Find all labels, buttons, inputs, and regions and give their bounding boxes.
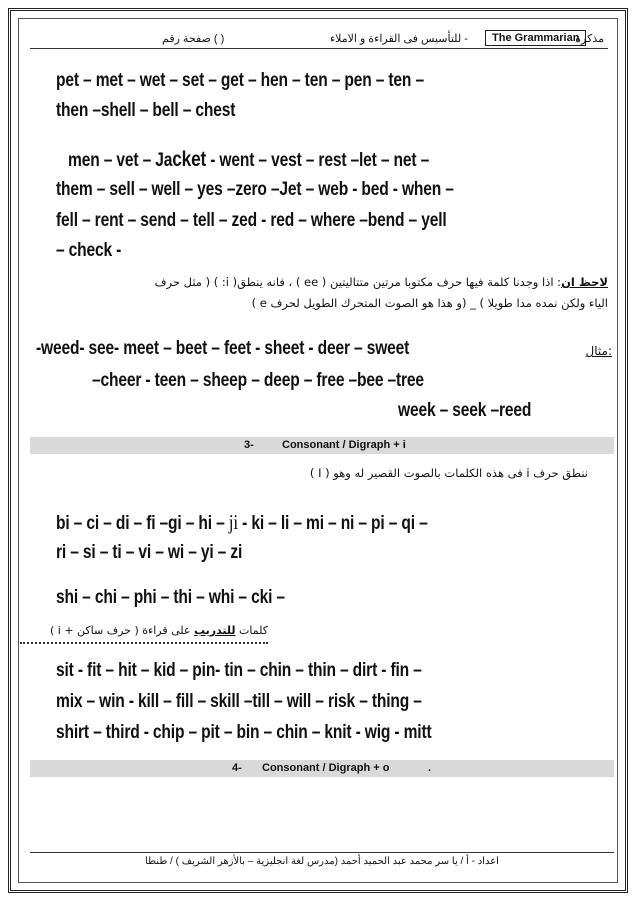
word-line: week – seek –reed xyxy=(398,400,532,421)
section-heading: 3- Consonant / Digraph + i xyxy=(30,437,614,454)
word-line: mix – win - kill – fill – skill –till – will – risk – thing – xyxy=(56,691,422,712)
brand-box: The Grammarian xyxy=(485,30,586,46)
word-line: shirt – third - chip – pit – bin – chin – knit - wig - mitt xyxy=(56,722,432,743)
section-heading: 4- Consonant / Digraph + o . xyxy=(30,760,614,777)
example-label: :مثال xyxy=(585,344,612,358)
practice-underline xyxy=(20,642,268,644)
word-line: – check - xyxy=(56,240,122,261)
practice-label: كلمات للتدريب على قراءة ( حرف ساكن + i ) xyxy=(49,624,268,637)
word-line: them – sell – well – yes –zero –Jet – web - bed - when – xyxy=(56,179,454,200)
page-footer: اعداد - أ / يا سر محمد عبد الحميد أحمد (مدرس لغة انجليزية – بالأزهر الشريف ) / طنطا xyxy=(30,852,614,872)
note-label: لاحظ ان xyxy=(561,275,608,289)
word-line: fell – rent – send – tell – zed - red – where –bend – yell xyxy=(56,210,447,231)
word-line: ri – si – ti – vi – wi – yi – zi xyxy=(56,542,243,563)
word-line: pet – met – wet – set – get – hen – ten – pen – ten – xyxy=(56,70,424,91)
word-line: –cheer - teen – sheep – deep – free –bee –tree xyxy=(92,370,424,391)
word-line: -weed- see- meet – beet – feet - sheet - deer – sweet xyxy=(36,338,410,359)
word-line: sit - fit – hit – kid – pin- tin – chin – thin – dirt - fin – xyxy=(56,660,422,681)
note-line: لاحظ ان: اذا وجدنا كلمة فيها حرف مكتوبا مرتين متتاليتين ( ee ) ، فانه ينطق( i: ) ( مثل حرف xyxy=(154,275,608,289)
word-line: shi – chi – phi – thi – whi – cki – xyxy=(56,587,285,608)
memo-label: مذكرة xyxy=(575,33,604,45)
word-line: men – vet – Jacket - went – vest – rest –let – net – xyxy=(68,148,430,171)
word-line: bi – ci – di – fi –gi – hi – ji - ki – li – mi – ni – pi – qi – xyxy=(56,510,428,534)
subtitle: - للتأسيس فى القراءة و الاملاء xyxy=(330,33,468,45)
page-header xyxy=(30,30,608,49)
rule-note: ننطق حرف i فى هذه الكلمات بالصوت القصير له وهو ( I ) xyxy=(309,466,588,480)
page-number-label: ( ) صفحة رقم xyxy=(162,33,225,45)
word-line: then –shell – bell – chest xyxy=(56,100,236,121)
note-line: الياء ولكن نمده مدا طويلا ) _ (و هذا هو الصوت المتحرك الطويل لحرف e ) xyxy=(251,296,608,310)
